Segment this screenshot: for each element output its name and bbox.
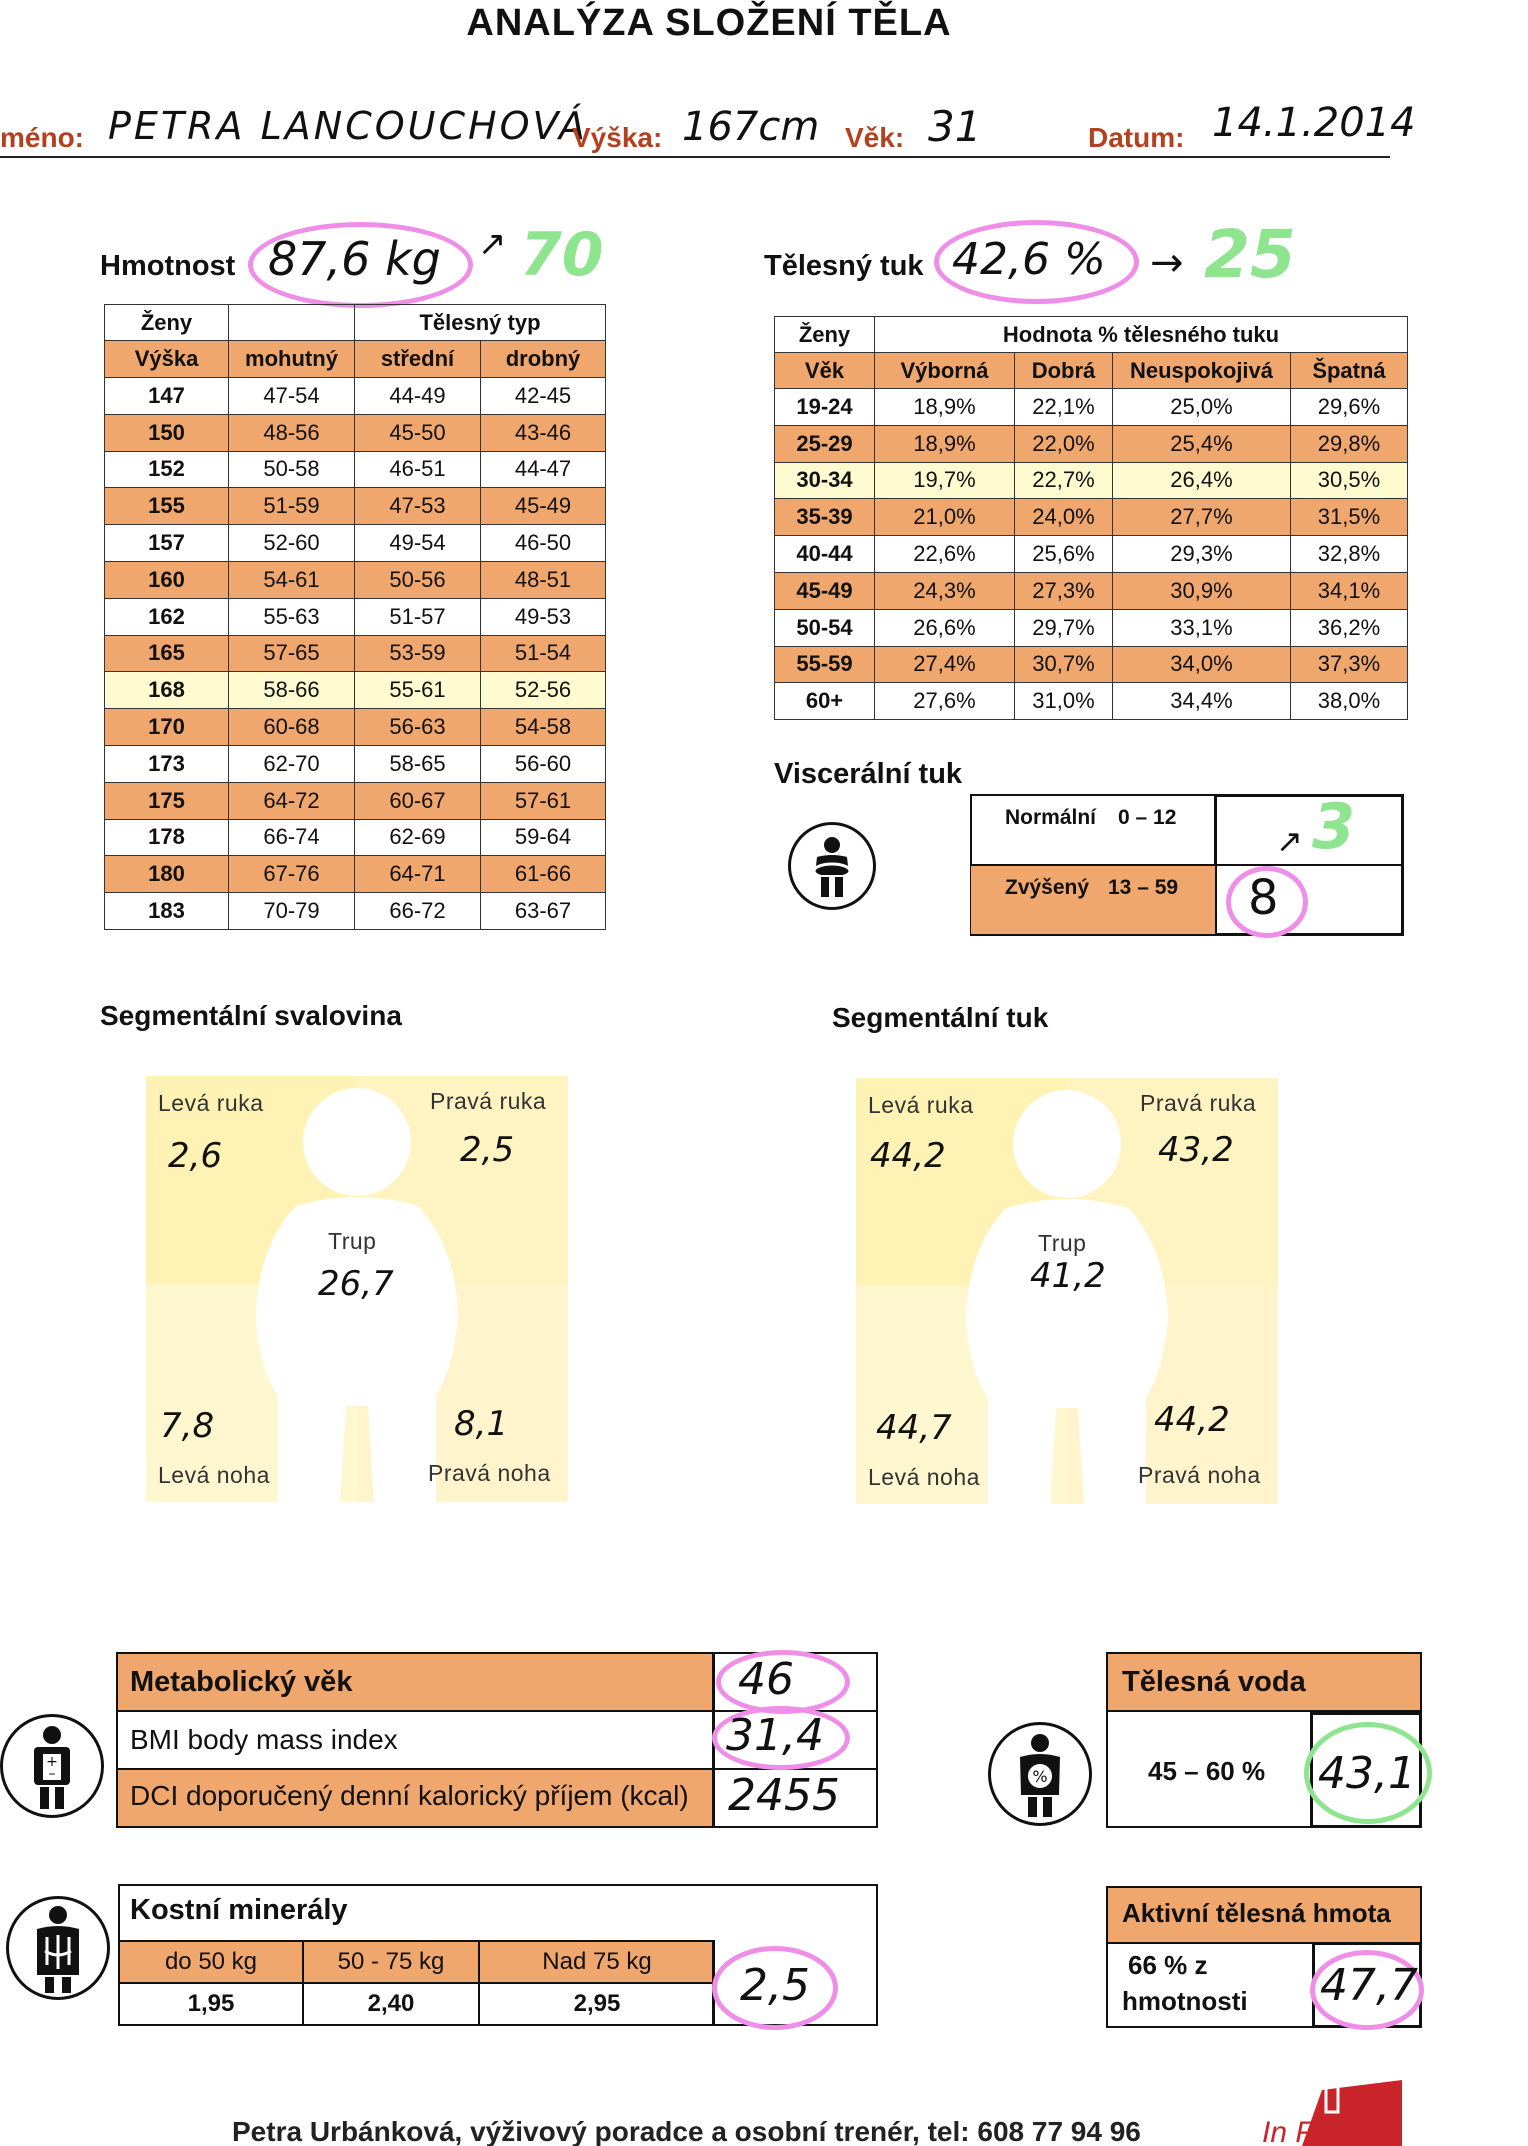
weight-range-cell: 58-65 bbox=[355, 745, 481, 782]
metabolic-age-value: 46 bbox=[738, 1654, 794, 1705]
weight-range-cell: 59-64 bbox=[481, 819, 606, 856]
header-underline bbox=[0, 156, 1390, 158]
fat-percent-cell: 18,9% bbox=[875, 389, 1015, 426]
height-cell: 175 bbox=[105, 782, 229, 819]
fat-percent-cell: 24,0% bbox=[1015, 499, 1113, 536]
weight-table-row bbox=[105, 672, 606, 709]
fat-percent-cell: 22,1% bbox=[1015, 389, 1113, 426]
seg-fat-trunk-label: Trup bbox=[1038, 1230, 1087, 1256]
fat-percent-cell: 29,8% bbox=[1291, 425, 1408, 462]
water-person-icon bbox=[988, 1722, 1092, 1826]
bodyfat-table-row bbox=[775, 683, 1408, 720]
weight-range-cell: 53-59 bbox=[355, 635, 481, 672]
visceral-high-range: 13 – 59 bbox=[1108, 876, 1179, 899]
fat-percent-cell: 31,5% bbox=[1291, 499, 1408, 536]
fat-percent-cell: 27,3% bbox=[1015, 572, 1113, 609]
weight-range-cell: 57-61 bbox=[481, 782, 606, 819]
bodyfat-corner-bottom: Věk bbox=[775, 353, 875, 389]
active-mass-ref-line2: hmotnosti bbox=[1122, 1986, 1248, 2016]
inform-logo bbox=[1262, 2080, 1402, 2146]
seg-fat-right-arm-label: Pravá ruka bbox=[1140, 1090, 1257, 1116]
seg-muscle-title: Segmentální svalovina bbox=[100, 1000, 402, 1031]
age-cell: 25-29 bbox=[775, 425, 875, 462]
bodyfat-table-row bbox=[775, 609, 1408, 646]
age-cell: 55-59 bbox=[775, 646, 875, 683]
fat-percent-cell: 21,0% bbox=[875, 499, 1015, 536]
fat-percent-cell: 34,1% bbox=[1291, 572, 1408, 609]
weight-range-cell: 46-50 bbox=[481, 525, 606, 562]
water-value: 43,1 bbox=[1318, 1748, 1416, 1799]
weight-table-row bbox=[105, 414, 606, 451]
seg-fat-title: Segmentální tuk bbox=[832, 1002, 1049, 1033]
weight-range-cell: 67-76 bbox=[229, 856, 355, 893]
height-value: 167cm bbox=[682, 104, 820, 150]
weight-table-row bbox=[105, 819, 606, 856]
weight-goal: 70 bbox=[520, 220, 604, 290]
fat-percent-cell: 19,7% bbox=[875, 462, 1015, 499]
bodyfat-col-header: Výborná bbox=[875, 353, 1015, 389]
seg-muscle-left-arm: 2,6 bbox=[168, 1136, 223, 1176]
bone-ref-value: 2,95 bbox=[573, 1990, 621, 2017]
fat-percent-cell: 31,0% bbox=[1015, 683, 1113, 720]
weight-range-cell: 60-68 bbox=[229, 709, 355, 746]
bmi-value: 31,4 bbox=[726, 1710, 824, 1761]
weight-range-cell: 54-58 bbox=[481, 709, 606, 746]
weight-range-cell: 44-49 bbox=[355, 378, 481, 415]
fat-percent-cell: 38,0% bbox=[1291, 683, 1408, 720]
seg-fat-right-leg: 44,2 bbox=[1154, 1400, 1230, 1440]
bone-ref-value: 1,95 bbox=[187, 1990, 235, 2017]
bone-person-icon bbox=[6, 1896, 110, 2000]
visceral-divider bbox=[1214, 864, 1404, 866]
fat-percent-cell: 25,0% bbox=[1113, 389, 1291, 426]
weight-table-row bbox=[105, 451, 606, 488]
visceral-arrow-icon: ↗ bbox=[1276, 822, 1303, 860]
height-cell: 178 bbox=[105, 819, 229, 856]
seg-muscle-left-arm-label: Levá ruka bbox=[158, 1090, 264, 1116]
bodyfat-goal: 25 bbox=[1204, 216, 1296, 293]
visceral-label: Viscerální tuk bbox=[774, 758, 963, 790]
visceral-normal-range: 0 – 12 bbox=[1118, 806, 1177, 829]
height-cell: 183 bbox=[105, 893, 229, 930]
fat-percent-cell: 26,6% bbox=[875, 609, 1015, 646]
age-cell: 30-34 bbox=[775, 462, 875, 499]
height-cell: 155 bbox=[105, 488, 229, 525]
weight-value: 87,6 kg bbox=[268, 232, 441, 286]
metabolic-age-label: Metabolický věk bbox=[130, 1666, 353, 1698]
seg-fat-trunk: 41,2 bbox=[1030, 1256, 1106, 1296]
fat-percent-cell: 36,2% bbox=[1291, 609, 1408, 646]
weight-corner-top: Ženy bbox=[105, 305, 229, 341]
weight-range-cell: 57-65 bbox=[229, 635, 355, 672]
seg-muscle-trunk: 26,7 bbox=[318, 1264, 394, 1304]
fat-percent-cell: 37,3% bbox=[1291, 646, 1408, 683]
height-cell: 152 bbox=[105, 451, 229, 488]
bodyfat-table-row bbox=[775, 536, 1408, 573]
fat-percent-cell: 18,9% bbox=[875, 425, 1015, 462]
bodyfat-col-header: Neuspokojivá bbox=[1113, 353, 1291, 389]
active-mass-value: 47,7 bbox=[1320, 1960, 1418, 2011]
weight-range-cell: 52-60 bbox=[229, 525, 355, 562]
active-mass-ref-line1: 66 % z bbox=[1128, 1950, 1208, 1980]
age-cell: 19-24 bbox=[775, 389, 875, 426]
fat-percent-cell: 34,0% bbox=[1113, 646, 1291, 683]
weight-table-row bbox=[105, 488, 606, 525]
height-cell: 157 bbox=[105, 525, 229, 562]
bodyfat-value: 42,6 % bbox=[952, 234, 1106, 285]
age-label: Věk: bbox=[845, 122, 905, 153]
seg-muscle-right-arm-label: Pravá ruka bbox=[430, 1088, 547, 1114]
weight-range-cell: 51-57 bbox=[355, 598, 481, 635]
dci-label: DCI doporučený denní kalorický příjem (kcal) bbox=[130, 1780, 689, 1811]
visceral-value: 8 bbox=[1248, 870, 1279, 926]
seg-fat-left-arm-label: Levá ruka bbox=[868, 1092, 974, 1118]
seg-muscle-right-leg: 8,1 bbox=[454, 1404, 509, 1444]
bone-label: Kostní minerály bbox=[130, 1894, 348, 1926]
weight-col-header: střední bbox=[355, 341, 481, 378]
seg-muscle-trunk-label: Trup bbox=[328, 1228, 377, 1254]
weight-range-cell: 51-59 bbox=[229, 488, 355, 525]
weight-range-cell: 48-51 bbox=[481, 561, 606, 598]
date-label: Datum: bbox=[1088, 122, 1185, 153]
fat-percent-cell: 29,3% bbox=[1113, 536, 1291, 573]
bodyfat-col-header: Špatná bbox=[1291, 353, 1408, 389]
fat-percent-cell: 22,6% bbox=[875, 536, 1015, 573]
bodyfat-label: Tělesný tuk bbox=[764, 250, 924, 282]
weight-table-row bbox=[105, 378, 606, 415]
bodyfat-arrow-icon: → bbox=[1150, 240, 1184, 286]
seg-muscle-left-leg: 7,8 bbox=[160, 1406, 215, 1446]
weight-table-row bbox=[105, 856, 606, 893]
fat-percent-cell: 29,6% bbox=[1291, 389, 1408, 426]
weight-col-header: drobný bbox=[481, 341, 606, 378]
fat-percent-cell: 27,4% bbox=[875, 646, 1015, 683]
weight-range-cell: 70-79 bbox=[229, 893, 355, 930]
weight-table-row bbox=[105, 893, 606, 930]
height-cell: 160 bbox=[105, 561, 229, 598]
weight-range-cell: 43-46 bbox=[481, 414, 606, 451]
bodyfat-table-row bbox=[775, 572, 1408, 609]
fat-percent-cell: 30,7% bbox=[1015, 646, 1113, 683]
water-label: Tělesná voda bbox=[1122, 1666, 1306, 1698]
bodyfat-table-row bbox=[775, 462, 1408, 499]
seg-fat-left-leg-label: Levá noha bbox=[868, 1464, 980, 1490]
height-cell: 170 bbox=[105, 709, 229, 746]
fat-percent-cell: 33,1% bbox=[1113, 609, 1291, 646]
weight-range-cell: 54-61 bbox=[229, 561, 355, 598]
age-cell: 45-49 bbox=[775, 572, 875, 609]
weight-arrow-icon: ↗ bbox=[478, 224, 507, 264]
bodyfat-group-header: Hodnota % tělesného tuku bbox=[875, 317, 1408, 353]
bodyfat-table-row bbox=[775, 646, 1408, 683]
weight-range-cell: 60-67 bbox=[355, 782, 481, 819]
visceral-normal-label: Normální bbox=[1005, 806, 1097, 829]
height-cell: 162 bbox=[105, 598, 229, 635]
weight-range-cell: 52-56 bbox=[481, 672, 606, 709]
page-title: ANALÝZA SLOŽENÍ TĚLA bbox=[466, 2, 952, 44]
weight-range-cell: 50-56 bbox=[355, 561, 481, 598]
height-cell: 147 bbox=[105, 378, 229, 415]
weight-label: Hmotnost bbox=[100, 250, 236, 282]
weight-range-cell: 42-45 bbox=[481, 378, 606, 415]
water-range: 45 – 60 % bbox=[1148, 1756, 1266, 1786]
battery-person-icon bbox=[0, 1714, 104, 1818]
weight-range-cell: 46-51 bbox=[355, 451, 481, 488]
weight-range-cell: 44-47 bbox=[481, 451, 606, 488]
weight-table-row bbox=[105, 709, 606, 746]
fat-percent-cell: 27,7% bbox=[1113, 499, 1291, 536]
weight-range-cell: 49-53 bbox=[481, 598, 606, 635]
age-cell: 60+ bbox=[775, 683, 875, 720]
height-cell: 168 bbox=[105, 672, 229, 709]
visceral-high-label: Zvýšený bbox=[1005, 876, 1090, 899]
weight-corner-bottom: Výška bbox=[105, 341, 229, 378]
seg-muscle-right-arm: 2,5 bbox=[460, 1130, 515, 1170]
seg-fat-left-arm: 44,2 bbox=[870, 1136, 946, 1176]
fat-percent-cell: 30,9% bbox=[1113, 572, 1291, 609]
fat-percent-cell: 29,7% bbox=[1015, 609, 1113, 646]
footer-text: Petra Urbánková, výživový poradce a osobní trenér, tel: 608 77 94 96 bbox=[232, 2116, 1141, 2146]
weight-table-row bbox=[105, 782, 606, 819]
name-value: PETRA LANCOUCHOVÁ bbox=[108, 104, 588, 148]
weight-range-cell: 62-69 bbox=[355, 819, 481, 856]
seg-fat-left-leg: 44,7 bbox=[876, 1408, 952, 1448]
weight-range-cell: 49-54 bbox=[355, 525, 481, 562]
height-cell: 150 bbox=[105, 414, 229, 451]
active-mass-label: Aktivní tělesná hmota bbox=[1122, 1898, 1391, 1928]
weight-range-cell: 47-54 bbox=[229, 378, 355, 415]
height-cell: 173 bbox=[105, 745, 229, 782]
name-label: méno: bbox=[0, 122, 84, 153]
bodyfat-table-row bbox=[775, 499, 1408, 536]
seg-muscle-right-leg-label: Pravá noha bbox=[428, 1460, 551, 1486]
fat-percent-cell: 34,4% bbox=[1113, 683, 1291, 720]
age-cell: 50-54 bbox=[775, 609, 875, 646]
fat-percent-cell: 25,6% bbox=[1015, 536, 1113, 573]
svg-text:%: % bbox=[1032, 1767, 1048, 1786]
bone-ref-value: 2,40 bbox=[367, 1990, 415, 2017]
bodyfat-table bbox=[774, 316, 1408, 720]
weight-range-cell: 55-61 bbox=[355, 672, 481, 709]
weight-range-cell: 64-72 bbox=[229, 782, 355, 819]
bodyfat-table-row bbox=[775, 389, 1408, 426]
height-label: Výška: bbox=[572, 122, 663, 153]
bodyfat-col-header: Dobrá bbox=[1015, 353, 1113, 389]
seg-muscle-left-leg-label: Levá noha bbox=[158, 1462, 270, 1488]
bodyfat-table-row bbox=[775, 425, 1408, 462]
fat-percent-cell: 30,5% bbox=[1291, 462, 1408, 499]
weight-range-cell: 64-71 bbox=[355, 856, 481, 893]
svg-text:–: – bbox=[48, 1766, 56, 1782]
logo-text: In Form bbox=[1262, 2116, 1366, 2146]
weight-table-row bbox=[105, 745, 606, 782]
fat-percent-cell: 24,3% bbox=[875, 572, 1015, 609]
weight-range-cell: 47-53 bbox=[355, 488, 481, 525]
age-cell: 35-39 bbox=[775, 499, 875, 536]
fat-percent-cell: 25,4% bbox=[1113, 425, 1291, 462]
height-cell: 165 bbox=[105, 635, 229, 672]
seg-fat-right-arm: 43,2 bbox=[1158, 1130, 1234, 1170]
weight-range-cell: 45-49 bbox=[481, 488, 606, 525]
weight-range-cell: 61-66 bbox=[481, 856, 606, 893]
fat-percent-cell: 32,8% bbox=[1291, 536, 1408, 573]
weight-col-header: mohutný bbox=[229, 341, 355, 378]
svg-text:+: + bbox=[46, 1754, 58, 1770]
date-value: 14.1.2014 bbox=[1212, 100, 1416, 146]
fat-percent-cell: 22,7% bbox=[1015, 462, 1113, 499]
bone-col-header: Nad 75 kg bbox=[542, 1948, 652, 1975]
weight-range-cell: 66-74 bbox=[229, 819, 355, 856]
weight-range-cell: 63-67 bbox=[481, 893, 606, 930]
age-cell: 40-44 bbox=[775, 536, 875, 573]
weight-range-cell: 56-63 bbox=[355, 709, 481, 746]
bone-value: 2,5 bbox=[740, 1960, 810, 2011]
weight-range-cell: 56-60 bbox=[481, 745, 606, 782]
fat-percent-cell: 26,4% bbox=[1113, 462, 1291, 499]
height-cell: 180 bbox=[105, 856, 229, 893]
weight-range-cell: 45-50 bbox=[355, 414, 481, 451]
weight-group-header: Tělesný typ bbox=[355, 305, 606, 341]
dci-value: 2455 bbox=[728, 1770, 840, 1821]
weight-range-cell: 51-54 bbox=[481, 635, 606, 672]
weight-table-row bbox=[105, 635, 606, 672]
bone-divider bbox=[120, 1982, 714, 1984]
weight-table-row bbox=[105, 598, 606, 635]
age-value: 31 bbox=[928, 102, 982, 151]
seg-fat-right-leg-label: Pravá noha bbox=[1138, 1462, 1261, 1488]
belly-icon bbox=[788, 822, 876, 910]
visceral-goal: 3 bbox=[1312, 790, 1356, 863]
weight-range-cell: 55-63 bbox=[229, 598, 355, 635]
weight-range-cell: 66-72 bbox=[355, 893, 481, 930]
bone-col-header: 50 - 75 kg bbox=[337, 1948, 445, 1975]
weight-table-row bbox=[105, 525, 606, 562]
fat-percent-cell: 27,6% bbox=[875, 683, 1015, 720]
weight-range-cell: 50-58 bbox=[229, 451, 355, 488]
weight-range-cell: 48-56 bbox=[229, 414, 355, 451]
weight-range-cell: 58-66 bbox=[229, 672, 355, 709]
weight-table bbox=[104, 304, 606, 930]
weight-table-row bbox=[105, 561, 606, 598]
bmi-label: BMI body mass index bbox=[130, 1724, 398, 1755]
bone-col-header: do 50 kg bbox=[164, 1948, 258, 1975]
fat-percent-cell: 22,0% bbox=[1015, 425, 1113, 462]
weight-range-cell: 62-70 bbox=[229, 745, 355, 782]
bodyfat-corner-top: Ženy bbox=[775, 317, 875, 353]
